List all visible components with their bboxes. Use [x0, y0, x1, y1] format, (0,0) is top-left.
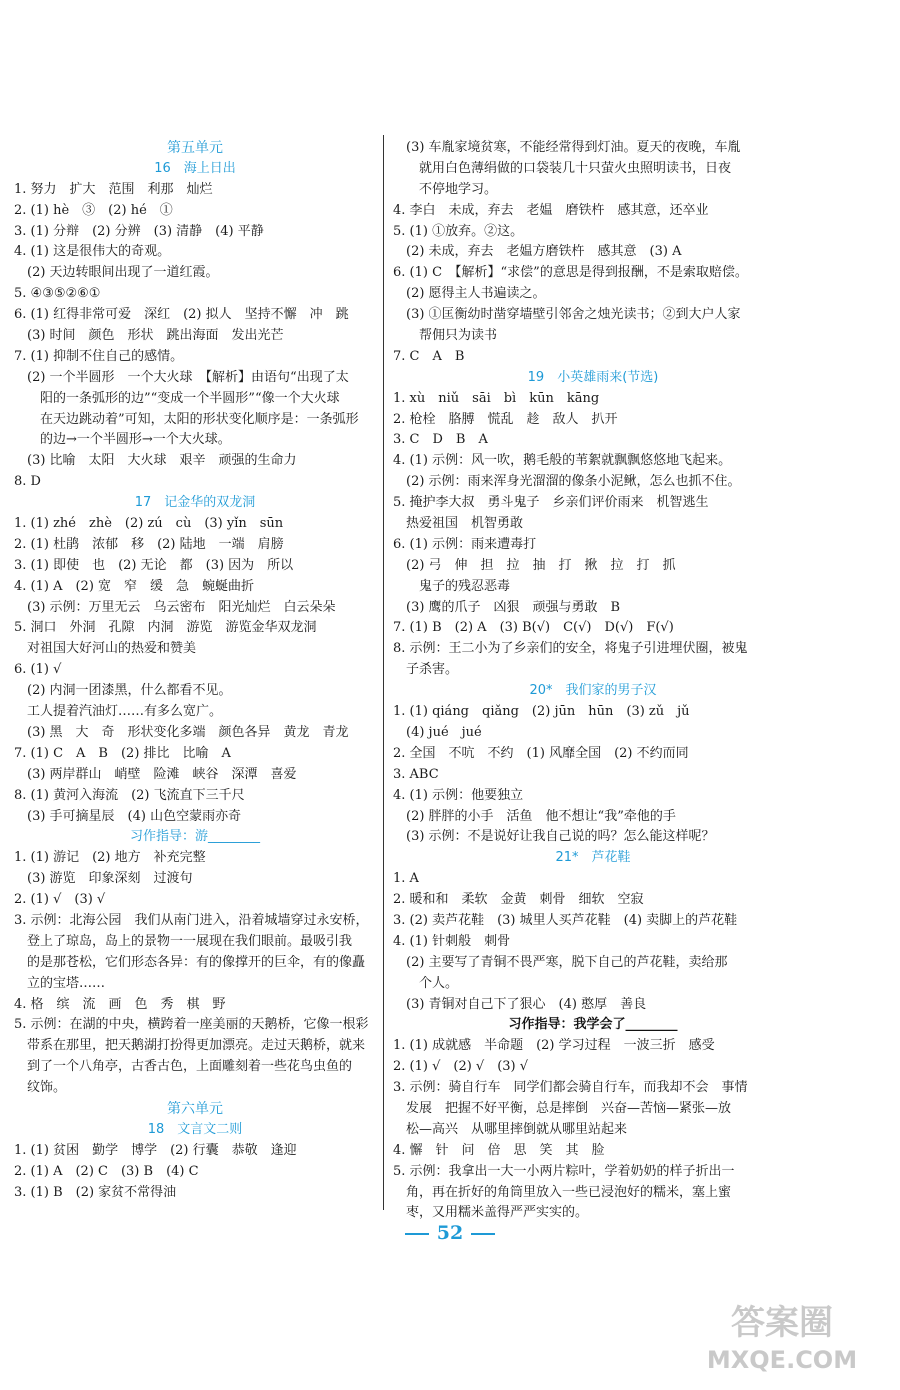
column-divider	[383, 135, 384, 1210]
answer-subline: (2) 愿得主人书遍读之。	[406, 286, 546, 302]
answer-line: 5. 洞口 外洞 孔隙 内洞 游览 游览金华双龙洞	[14, 620, 317, 636]
writing-guide-title: 习作指导：我学会了________	[508, 1017, 678, 1033]
answer-line: 7. (1) B (2) A (3) B(√) C(√) D(√) F(√)	[393, 620, 674, 636]
answer-subline: (2) 弓 伸 担 拉 抽 打 揪 拉 打 抓	[406, 557, 676, 573]
answer-subline: (3) 两岸群山 峭壁 险滩 峡谷 深潭 喜爱	[27, 766, 297, 782]
lesson-title: 18 文言文二则	[147, 1121, 243, 1137]
answer-continuation: 帮佣只为读书	[419, 328, 498, 344]
answer-subline: (4) jué jué	[406, 724, 482, 740]
answer-subline: 工人提着汽油灯……有多么宽广。	[27, 704, 223, 720]
answer-line: 7. (1) C A B (2) 排比 比喻 A	[14, 745, 231, 761]
left-column	[14, 138, 376, 1203]
answer-line: 7. C A B	[393, 348, 465, 364]
answer-line: 5. ④③⑤②⑥①	[14, 286, 101, 302]
answer-subline: (2) 胖胖的小手 活鱼 他不想让“我”牵他的手	[406, 808, 676, 824]
answer-subline: 对祖国大好河山的热爱和赞美	[27, 641, 197, 657]
unit-title: 第六单元	[167, 1100, 223, 1117]
answer-subline: (2) 内洞一团漆黑，什么都看不见。	[27, 683, 232, 699]
answer-line: 4. (1) 示例：他要独立	[393, 787, 524, 803]
answer-continuation: 在天边跳动着”可知，太阳的形状变化顺序是：一条弧形	[40, 411, 359, 427]
answer-line: 3. (1) 即使 也 (2) 无论 都 (3) 因为 所以	[14, 557, 294, 573]
answer-line: 2. (1) √ (2) √ (3) √	[393, 1059, 529, 1075]
answer-subline: (2) 一个半圆形 一个大火球 【解析】由语句“出现了太	[27, 369, 349, 385]
answer-line: 5. 示例：在湖的中央，横跨着一座美丽的天鹅桥，它像一根彩	[14, 1017, 369, 1033]
page-number: 52	[436, 1222, 464, 1244]
answer-subline: 松—高兴 从哪里摔倒就从哪里站起来	[406, 1121, 628, 1137]
answer-continuation: 鬼子的残忍恶毒	[419, 578, 511, 594]
answer-subline: (3) 示例：万里无云 乌云密布 阳光灿烂 白云朵朵	[27, 599, 336, 615]
answer-subline: 立的宝塔……	[27, 975, 106, 991]
answer-continuation: 个人。	[419, 975, 459, 991]
answer-line: 8. (1) 黄河入海流 (2) 飞流直下三千尺	[14, 787, 245, 803]
lesson-title: 19 小英雄雨来(节选)	[527, 369, 659, 385]
answer-line: 1. xù niǔ sāi bì kūn kāng	[393, 390, 600, 406]
answer-line: 4. (1) 示例：风一吹，鹅毛般的苇絮就飘飘悠悠地飞起来。	[393, 453, 732, 469]
answer-line: 4. (1) 这是很伟大的奇观。	[14, 244, 171, 260]
answer-subline: (2) 未成，弃去 老媪方磨铁杵 感其意 (3) A	[406, 244, 682, 260]
answer-subline: 到了一个八角亭，古香古色，上面雕刻着一些花鸟虫鱼的	[27, 1059, 353, 1075]
lesson-title: 16 海上日出	[154, 160, 236, 176]
answer-line: 4. (1) 针刺般 刺骨	[393, 933, 511, 949]
answer-line: 2. (1) 杜鹃 浓郁 移 (2) 陆地 一端 肩膀	[14, 536, 284, 552]
page-footer	[0, 1222, 900, 1244]
answer-line: 2. 全国 不吭 不约 (1) 风靡全国 (2) 不约而同	[393, 745, 689, 761]
unit-title: 第五单元	[167, 140, 223, 156]
answer-line: 4. 格 缤 流 画 色 秀 棋 野	[14, 996, 226, 1012]
answer-line: 3. ABC	[393, 766, 439, 782]
answer-line: 1. (1) 游记 (2) 地方 补充完整	[14, 850, 206, 866]
answer-subline: 发展 把握不好平衡，总是摔倒 兴奋—苦恼—紧张—放	[406, 1100, 732, 1116]
answer-subline: (3) 车胤家境贫寒，不能经常得到灯油。夏天的夜晚，车胤	[406, 140, 741, 155]
answer-subline: 枣，又用糯米盖得严严实实的。	[406, 1205, 589, 1221]
answer-subline: 登上了琼岛，岛上的景物一一展现在我们眼前。最吸引我	[27, 933, 353, 949]
answer-line: 6. (1) 示例：雨来遭毒打	[393, 536, 537, 552]
answer-line: 8. D	[14, 474, 41, 490]
answer-line: 4. (1) A (2) 宽 窄 缓 急 蜿蜒曲折	[14, 578, 255, 594]
lesson-title: 17 记金华的双龙洞	[134, 495, 256, 511]
answer-continuation: 不停地学习。	[419, 181, 498, 197]
answer-subline: (3) 比喻 太阳 大火球 艰辛 顽强的生命力	[27, 453, 297, 469]
answer-line: 1. A	[393, 871, 419, 887]
answer-subline: 带系在那里，把天鹅湖打扮得更加漂亮。走过天鹅桥，就来	[27, 1038, 366, 1054]
answer-subline: (3) 游览 印象深刻 过渡句	[27, 871, 193, 887]
answer-line: 2. 枪栓 胳膊 慌乱 趁 敌人 扒开	[393, 411, 618, 427]
answer-subline: (3) 鹰的爪子 凶狠 顽强与勇敢 B	[406, 599, 621, 615]
answer-line: 3. (2) 卖芦花鞋 (3) 城里人买芦花鞋 (4) 卖脚上的芦花鞋	[393, 912, 738, 928]
answer-subline: 子杀害。	[406, 662, 459, 678]
answer-line: 7. (1) 抑制不住自己的感情。	[14, 348, 184, 364]
answer-line: 2. (1) A (2) C (3) B (4) C	[14, 1163, 199, 1179]
answer-subline: (3) 时间 颜色 形状 跳出海面 发出光芒	[27, 328, 284, 344]
answer-line: 5. 示例：我拿出一大一小两片粽叶，学着奶奶的样子折出一	[393, 1163, 735, 1179]
answer-subline: (3) 青铜对自己下了狠心 (4) 憨厚 善良	[406, 996, 647, 1012]
answer-line: 1. (1) qiáng qiǎng (2) jūn hūn (3) zǔ jǔ	[393, 704, 690, 720]
answer-line: 6. (1) 红得非常可爱 深红 (2) 拟人 坚持不懈 冲 跳	[14, 307, 349, 323]
answer-subline: (3) 手可摘星辰 (4) 山色空蒙雨亦奇	[27, 808, 242, 824]
watermark-line2: MXQE.COM	[706, 1346, 858, 1374]
answer-line: 5. 掩护李大叔 勇斗鬼子 乡亲们评价雨来 机智逃生	[393, 495, 709, 511]
answer-line: 1. (1) 成就感 半命题 (2) 学习过程 一波三折 感受	[393, 1038, 715, 1054]
answer-continuation: 就用白色薄绢做的口袋装几十只萤火虫照明读书，日夜	[419, 160, 732, 176]
answer-subline: (3) 示例：不是说好让我自己说的吗？怎么能这样呢？	[406, 829, 715, 845]
lesson-title: 21* 芦花鞋	[555, 850, 631, 866]
answer-line: 1. (1) 贫困 勤学 博学 (2) 行囊 恭敬 逢迎	[14, 1142, 297, 1158]
watermark-line1: 答案圈	[731, 1303, 833, 1343]
answer-line: 3. 示例：北海公园 我们从南门进入，沿着城墙穿过永安桥，	[14, 912, 369, 928]
answer-subline: (3) 黑 大 奇 形状变化多端 颜色各异 黄龙 青龙	[27, 724, 349, 740]
answer-line: 1. 努力 扩大 范围 利那 灿烂	[14, 181, 213, 197]
answer-line: 3. (1) 分辩 (2) 分辨 (3) 清静 (4) 平静	[14, 223, 264, 239]
answer-subline: 纹饰。	[27, 1080, 67, 1096]
answer-line: 3. (1) B (2) 家贫不常得油	[14, 1184, 177, 1200]
answer-subline: 的是那苍松，它们形态各异：有的像撑开的巨伞，有的像矗	[27, 954, 366, 970]
answer-line: 5. (1) ①放弃。②这。	[393, 223, 524, 239]
answer-line: 2. 暖和和 柔软 金黄 刺骨 细软 空寂	[393, 892, 644, 908]
answer-line: 2. (1) √ (3) √	[14, 892, 106, 908]
answer-subline: 角，再在折好的角筒里放入一些已浸泡好的糯米，塞上蜜	[406, 1184, 732, 1200]
answer-subline: (2) 示例：雨来浑身光溜溜的像条小泥鳅，怎么也抓不住。	[406, 474, 741, 490]
answer-subline: (2) 主要写了青铜不畏严寒，脱下自己的芦花鞋，卖给那	[406, 954, 728, 970]
answer-subline: (3) ①匡衡幼时凿穿墙壁引邻舍之烛光读书；②到大户人家	[406, 307, 741, 323]
answer-line: 4. 懈 针 问 倍 思 笑 其 脸	[393, 1142, 605, 1158]
answer-line: 4. 李白 未成，弃去 老媪 磨铁杵 感其意，还卒业	[393, 202, 709, 218]
answer-subline: 热爱祖国 机智勇敢	[406, 516, 524, 532]
answer-line: 3. 示例：骑自行车 同学们都会骑自行车，而我却不会 事情	[393, 1080, 748, 1096]
answer-subline: (2) 天边转眼间出现了一道红霞。	[27, 265, 219, 281]
answer-line: 1. (1) zhé zhè (2) zú cù (3) yǐn sūn	[14, 516, 284, 532]
answer-line: 6. (1) √	[14, 662, 62, 678]
answer-line: 3. C D B A	[393, 432, 488, 448]
answer-continuation: 阳的一条弧形的边”“变成一个半圆形”“像一个大火球	[40, 390, 340, 406]
answer-continuation: 的边→一个半圆形→一个大火球。	[40, 432, 231, 448]
watermark-logo	[682, 1296, 882, 1376]
answer-line: 8. 示例：王二小为了乡亲们的安全，将鬼子引进埋伏圈，被鬼	[393, 641, 748, 657]
right-column	[393, 138, 793, 1224]
writing-guide-title: 习作指导：游________	[129, 829, 260, 845]
lesson-title: 20* 我们家的男子汉	[529, 683, 657, 699]
answer-line: 6. (1) C 【解析】“求偿”的意思是得到报酬，不是索取赔偿。	[393, 265, 748, 281]
answer-line: 2. (1) hè ③ (2) hé ①	[14, 202, 173, 218]
